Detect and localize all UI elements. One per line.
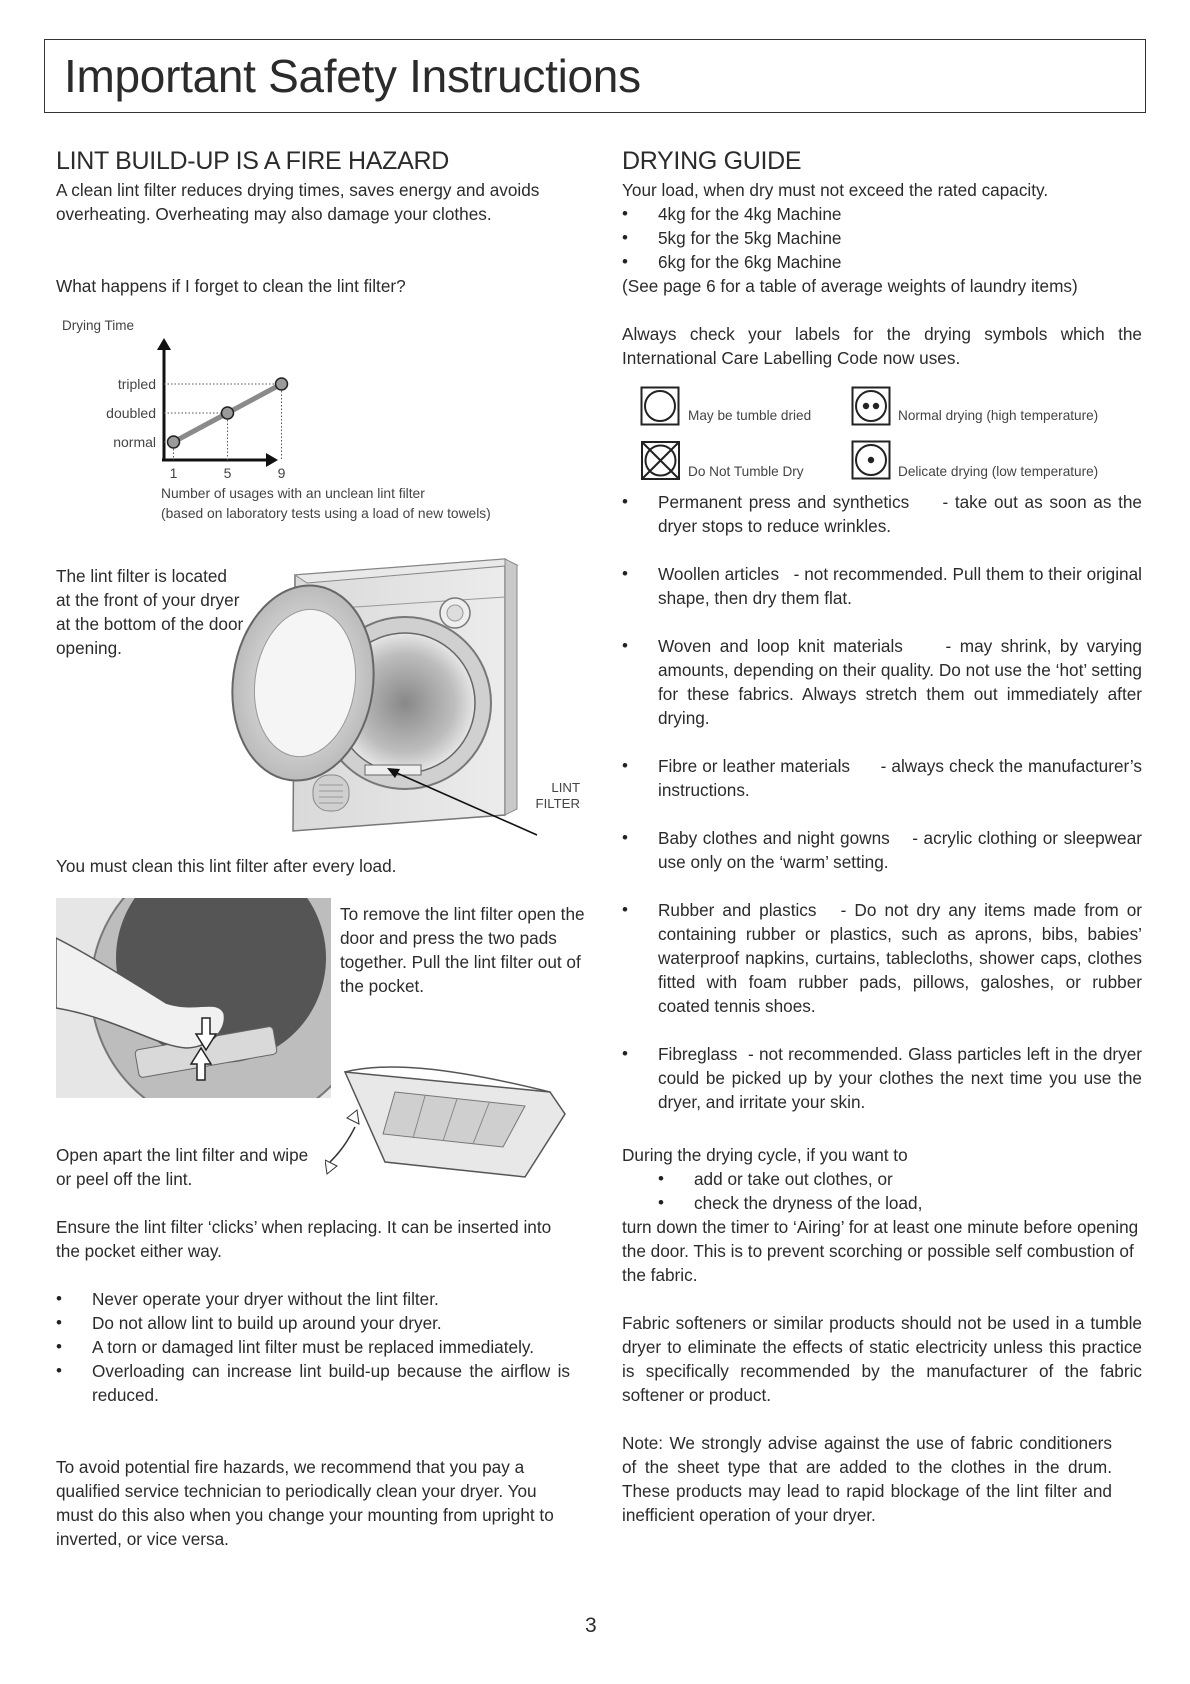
softeners-text: Fabric softeners or similar products should not be used in a tumble dryer to eliminate the effects of static electricity unless this practice is specifically recommended by the manufacturer of the fabric softener or product. — [622, 1313, 1142, 1405]
dryer-side — [505, 559, 517, 815]
guide-item-category: Woven and loop knit materials — [658, 636, 903, 656]
guide-item-category: Woollen articles — [658, 564, 780, 584]
guide-item-category: Fibreglass — [658, 1044, 738, 1064]
dryer-vent — [313, 775, 349, 811]
guide-item — [622, 1042, 1142, 1114]
remove-filter-text: To remove the lint filter open the door and press the two pads together. Pull the lint filter out of the pocket. — [340, 904, 585, 996]
chart-point — [168, 436, 180, 448]
open-arrow-head-1 — [347, 1110, 359, 1124]
cycle-item: • add or take out clothes, or — [658, 1167, 1138, 1191]
tumble-dry-icon — [640, 386, 680, 426]
lint-filter-label-2: FILTER — [535, 796, 580, 811]
lint-bullet: • A torn or damaged lint filter must be replaced immediately. — [56, 1335, 570, 1359]
open-arrow — [330, 1127, 355, 1162]
chart-x-tick-label: 5 — [223, 465, 232, 481]
delicate-drying-label: Delicate drying (low temperature) — [898, 464, 1099, 479]
lint-location-text: The lint filter is located at the front of your dryer at the bottom of the door opening. — [56, 566, 244, 658]
labels-text: Always check your labels for the drying symbols which the International Care Labelling Code now uses. — [622, 324, 1142, 368]
guide-item-text: - not recommended. Pull them to their original shape, then dry them flat. — [658, 564, 1142, 608]
no-tumble-dry-label: Do Not Tumble Dry — [688, 464, 804, 479]
lint-filter-label — [520, 780, 580, 812]
lint-filter-label-1: LINT — [551, 780, 580, 795]
capacity-item: • 4kg for the 4kg Machine — [622, 202, 1142, 226]
lint-intro: A clean lint filter reduces drying times, saves energy and avoids overheating. Overheating may also damage your clothes. — [56, 180, 540, 224]
see-page-text: (See page 6 for a table of average weights of laundry items) — [622, 276, 1078, 296]
page-number: 3 — [585, 1614, 597, 1637]
guide-item-category: Fibre or leather materials — [658, 756, 850, 776]
open-filter-illustration — [325, 1052, 570, 1182]
capacity-item: • 5kg for the 5kg Machine — [622, 226, 1142, 250]
lint-bullet-list — [56, 1287, 570, 1407]
guide-item-text: - always check the manufacturer’s instructions. — [658, 756, 1142, 800]
lint-heading: LINT BUILD-UP IS A FIRE HAZARD — [56, 147, 449, 175]
chart-ylabel: Drying Time — [62, 318, 135, 333]
no-tumble-dry-icon — [640, 440, 682, 482]
chart-x-arrow — [266, 453, 278, 467]
chart-point — [276, 378, 288, 390]
guide-item-text: - may shrink, by varying amounts, depending on their quality. Do not use the ‘hot’ setting for these fabrics. Always stretch them out immediately after drying. — [658, 636, 1142, 728]
delicate-drying-icon — [851, 440, 891, 480]
chart-y-tick-label: doubled — [106, 405, 156, 421]
normal-drying-label: Normal drying (high temperature) — [898, 408, 1099, 423]
chart-x-tick-label: 1 — [169, 465, 178, 481]
guide-item — [622, 898, 1142, 1018]
chart-xlabel-note: (based on laboratory tests using a load of new towels) — [161, 506, 491, 521]
clean-after-text: You must clean this lint filter after every load. — [56, 856, 397, 876]
guide-item-text: - not recommended. Glass particles left in the dryer could be picked up by your clothes the next time you use the dryer, and irritate your skin. — [658, 1044, 1142, 1112]
cycle-list — [658, 1167, 1138, 1215]
open-apart-text: Open apart the lint filter and wipe or peel off the lint. — [56, 1145, 309, 1189]
chart-y-tick-label: normal — [113, 434, 156, 450]
guide-item-text: - take out as soon as the dryer stops to reduce wrinkles. — [658, 492, 1142, 536]
lint-bullet: • Overloading can increase lint build-up because the airflow is reduced. — [56, 1359, 570, 1407]
guide-item-text: - Do not dry any items made from or containing rubber or plastics, such as aprons, bibs, babies’ waterproof napkins, curtains, tablecloths, shower caps, clothes fitted with foam rubber pads, pillows, galoshes, or rubber coated tennis shoes. — [658, 900, 1142, 1016]
open-arrow-head-2 — [325, 1160, 337, 1174]
guide-item — [622, 562, 1142, 610]
tumble-dry-label: May be tumble dried — [688, 408, 812, 423]
chart-point — [222, 407, 234, 419]
dryer-knob-center — [447, 605, 463, 621]
chart-x-tick-label: 9 — [277, 465, 286, 481]
cycle-intro: During the drying cycle, if you want to — [622, 1145, 908, 1165]
lint-bullet: • Never operate your dryer without the lint filter. — [56, 1287, 570, 1311]
capacity-item: • 6kg for the 6kg Machine — [622, 250, 1142, 274]
drying-guide-heading: DRYING GUIDE — [622, 147, 802, 175]
guide-item — [622, 634, 1142, 730]
guide-item-category: Permanent press and synthetics — [658, 492, 910, 512]
remove-filter-illustration — [56, 898, 331, 1098]
load-text: Your load, when dry must not exceed the rated capacity. — [622, 180, 1049, 200]
normal-drying-icon — [851, 386, 891, 426]
cycle-item: • check the dryness of the load, — [658, 1191, 1138, 1215]
page-title: Important Safety Instructions — [64, 50, 641, 102]
chart-xlabel-text — [161, 484, 581, 524]
cycle-outro: turn down the timer to ‘Airing’ for at least one minute before opening the door. This is to prevent scorching or possible self combustion of the fabric. — [622, 1217, 1139, 1285]
chart-y-tick-label: tripled — [117, 376, 156, 392]
guide-item-category: Rubber and plastics — [658, 900, 817, 920]
chart-y-arrow — [157, 338, 171, 350]
note-text: Note: We strongly advise against the use of fabric conditioners of the sheet type that are added to the clothes in the drum. These products may lead to rapid blockage of the lint filter and inefficient operation of your dryer. — [622, 1433, 1112, 1525]
capacity-list — [622, 202, 1142, 274]
lint-bullet: • Do not allow lint to build up around your dryer. — [56, 1311, 570, 1335]
guide-item — [622, 490, 1142, 538]
chart-xlabel-line: Number of usages with an unclean lint filter — [161, 486, 425, 501]
closing-text: To avoid potential fire hazards, we recommend that you pay a qualified service technician to periodically clean your dryer. You must do this also when you change your mounting from upright to inverted, or vice versa. — [56, 1457, 554, 1549]
ensure-text: Ensure the lint filter ‘clicks’ when replacing. It can be inserted into the pocket either way. — [56, 1217, 552, 1261]
guide-item-category: Baby clothes and night gowns — [658, 828, 890, 848]
guide-item — [622, 826, 1142, 874]
guide-item — [622, 754, 1142, 802]
guide-item-text: - acrylic clothing or sleepwear use only on the ‘warm’ setting. — [658, 828, 1142, 872]
lint-question: What happens if I forget to clean the lint filter? — [56, 276, 406, 296]
